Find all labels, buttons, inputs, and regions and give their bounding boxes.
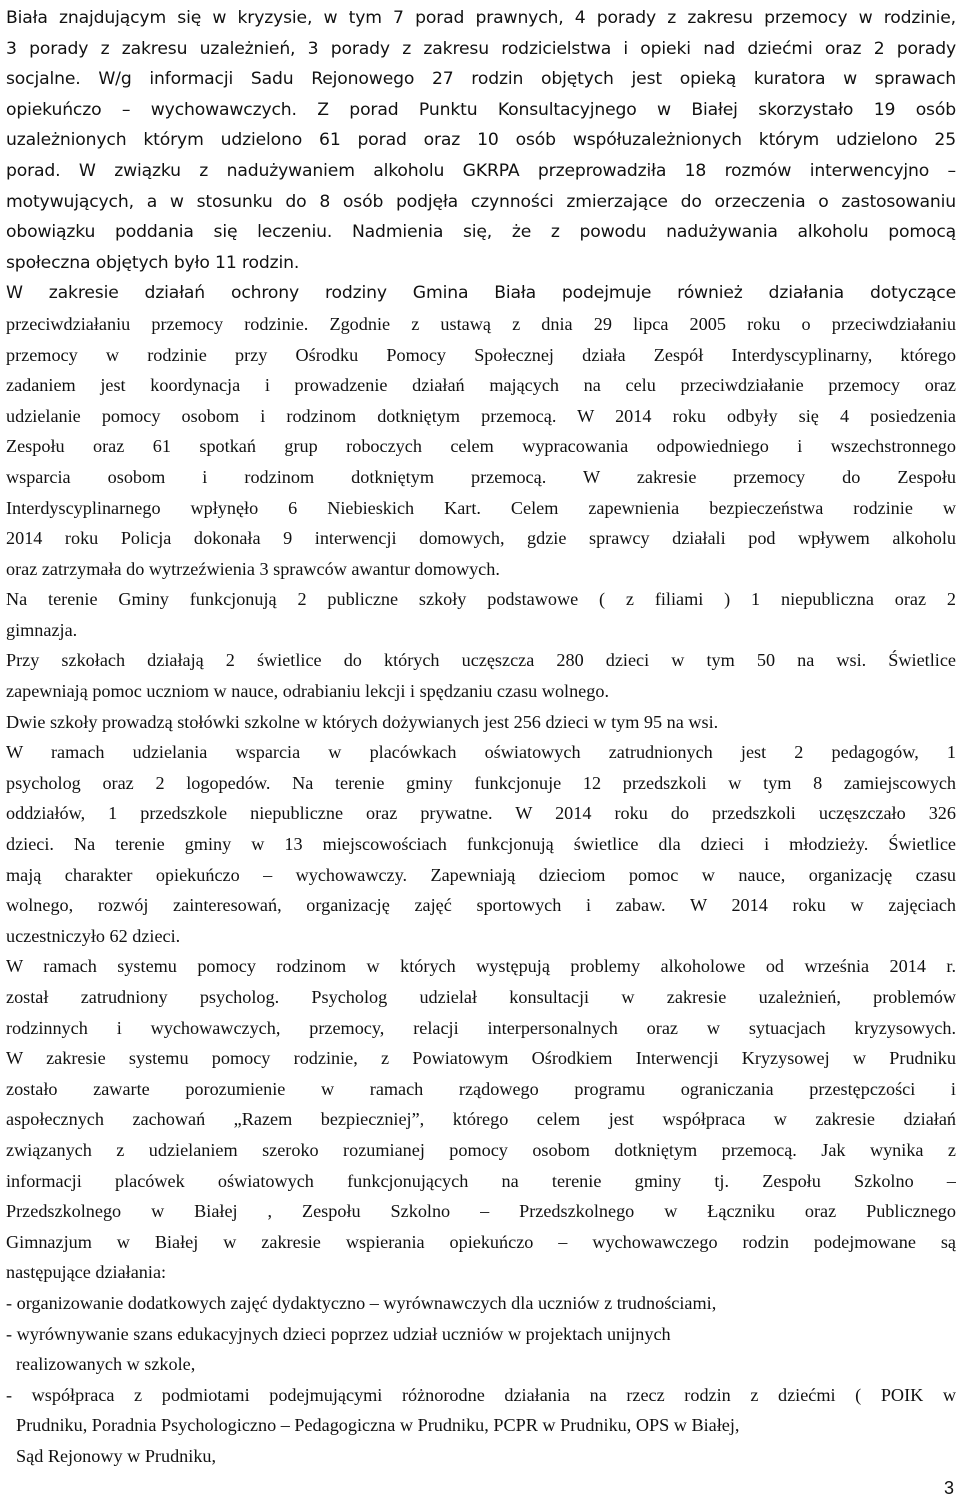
text-line: uczestniczyło 62 dzieci. <box>6 925 181 946</box>
text-line: - organizowanie dodatkowych zajęć dydaktyczno – wyrównawczych dla uczniów z trudnościami, <box>6 1292 717 1313</box>
text-line: W zakresie systemu pomocy rodzinie, z Powiatowym Ośrodkiem Interwencji Kryzysowej w Prudniku <box>6 1048 956 1069</box>
text-line: W ramach systemu pomocy rodzinom w których występują problemy alkoholowe od września 2014 r. <box>6 956 956 977</box>
text-line: Przy szkołach działają 2 świetlice do których uczęszcza 280 dzieci w tym 50 na wsi. Świetlice <box>6 650 956 671</box>
text-line: Prudniku, Poradnia Psychologiczno – Pedagogiczna w Prudniku, PCPR w Prudniku, OPS w Białej, <box>16 1415 740 1436</box>
text-line: W zakresie działań ochrony rodziny Gmina Biała podejmuje również działania dotyczące <box>6 283 956 304</box>
text-line: mają charakter opiekuńczo – wychowawczy. Zapewniają dzieciom pomoc w nauce, organizację czasu <box>6 864 956 885</box>
text-line: uzależnionych którym udzielono 61 porad oraz 10 osób współuzależnionych którym udzielono 25 <box>6 130 956 151</box>
text-line: związanych z udzielaniem szeroko rozumianej pomocy osobom dotkniętym przemocą. Jak wynika z <box>6 1139 956 1160</box>
text-line: socjalne. W/g informacji Sadu Rejonowego 27 rodzin objętych jest opieką kuratora w sprawach <box>6 69 956 90</box>
text-line: wolnego, rozwój zainteresowań, organizację zajęć sportowych i zabaw. W 2014 roku w zajęciach <box>6 895 956 916</box>
text-line: dzieci. Na terenie gminy w 13 miejscowościach funkcjonują świetlice dla dzieci i młodzieży. Świetlice <box>6 834 956 855</box>
text-line: Sąd Rejonowy w Prudniku, <box>16 1445 217 1466</box>
text-line: społeczna objętych było 11 rodzin. <box>6 252 300 273</box>
text-line: oddziałów, 1 przedszkole niepubliczne oraz prywatne. W 2014 roku do przedszkoli uczęszczało 326 <box>6 803 956 824</box>
text-line: następujące działania: <box>6 1262 167 1283</box>
text-line: wsparcia osobom i rodzinom dotkniętym przemocą. W zakresie przemocy do Zespołu <box>6 466 956 487</box>
text-line: Biała znajdującym się w kryzysie, w tym 7 porad prawnych, 4 porady z zakresu przemocy w rodzinie, <box>6 8 956 28</box>
text-line: Zespołu oraz 61 spotkań grup roboczych celem wypracowania odpowiedniego i wszechstronnego <box>6 436 956 457</box>
text-line: zapewniają pomoc uczniom w nauce, odrabianiu lekcji i spędzaniu czasu wolnego. <box>6 681 609 702</box>
document-body <box>6 3 956 1472</box>
text-line: aspołecznych zachowań „Razem bezpieczniej”, którego celem jest współpraca w zakresie działań <box>6 1109 956 1130</box>
text-line: realizowanych w szkole, <box>16 1354 196 1375</box>
text-line: Przedszkolnego w Białej , Zespołu Szkolno – Przedszkolnego w Łączniku oraz Publicznego <box>6 1201 956 1222</box>
text-line: 3 porady z zakresu uzależnień, 3 porady z zakresu rodzicielstwa i opieki nad dziećmi oraz 2 porady <box>6 38 956 59</box>
text-line: porad. W związku z nadużywaniem alkoholu GKRPA przeprowadziła 18 rozmów interwencyjno – <box>6 160 956 181</box>
text-line: psycholog oraz 2 logopedów. Na terenie gminy funkcjonuje 12 przedszkoli w tym 8 zamiejscowych <box>6 772 956 793</box>
text-line: motywujących, a w stosunku do 8 osób podjęła czynności zmierzające do orzeczenia o zastosowaniu <box>6 191 956 212</box>
text-line: został zatrudniony psycholog. Psycholog udzielał konsultacji w zakresie uzależnień, problemów <box>6 987 956 1007</box>
text-line: zadaniem jest koordynacja i prowadzenie działań mających na celu przeciwdziałanie przemocy oraz <box>6 375 956 396</box>
text-line: Interdyscyplinarnego wpłynęło 6 Niebieskich Kart. Celem zapewnienia bezpieczeństwa rodzinie w <box>6 497 956 518</box>
page-number: 3 <box>943 1478 954 1498</box>
text-line: W ramach udzielania wsparcia w placówkach oświatowych zatrudnionych jest 2 pedagogów, 1 <box>6 742 956 763</box>
text-line: opiekuńczo – wychowawczych. Z porad Punktu Konsultacyjnego w Białej skorzystało 19 osób <box>6 99 956 120</box>
text-line: gimnazja. <box>6 619 78 640</box>
text-line: Na terenie Gminy funkcjonują 2 publiczne szkoły podstawowe ( z filiami ) 1 niepubliczna oraz 2 <box>6 589 956 610</box>
text-line: zostało zawarte porozumienie w ramach rządowego programu ograniczania przestępczości i <box>6 1078 956 1099</box>
text-line: Gimnazjum w Białej w zakresie wspierania opiekuńczo – wychowawczego rodzin podejmowane są <box>6 1231 956 1252</box>
text-line: Dwie szkoły prowadzą stołówki szkolne w których dożywianych jest 256 dzieci w tym 95 na wsi. <box>6 711 719 732</box>
text-line: przemocy w rodzinie przy Ośrodku Pomocy Społecznej działa Zespół Interdyscyplinarny, którego <box>6 344 956 365</box>
text-line: udzielanie pomocy osobom i rodzinom dotkniętym przemocą. W 2014 roku odbyły się 4 posiedzenia <box>6 405 956 426</box>
text-line: rodzinnych i wychowawczych, przemocy, relacji interpersonalnych oraz w sytuacjach kryzysowych. <box>6 1017 956 1038</box>
text-line: przeciwdziałaniu przemocy rodzinie. Zgodnie z ustawą z dnia 29 lipca 2005 roku o przeciwdziałaniu <box>6 313 956 334</box>
text-line: informacji placówek oświatowych funkcjonujących na terenie gminy tj. Zespołu Szkolno – <box>6 1170 956 1191</box>
text-line: - wyrównywanie szans edukacyjnych dzieci poprzez udział uczniów w projektach unijnych <box>6 1323 671 1344</box>
text-line: 2014 roku Policja dokonała 9 interwencji domowych, gdzie sprawcy działali pod wpływem alkoholu <box>6 528 956 549</box>
text-line: obowiązku poddania się leczeniu. Nadmienia się, że z powodu nadużywania alkoholu pomocą <box>6 222 956 243</box>
text-line: - współpraca z podmiotami podejmującymi różnorodne działania na rzecz rodzin z dziećmi ( POIK w <box>6 1384 956 1405</box>
text-line: oraz zatrzymała do wytrzeźwienia 3 sprawców awantur domowych. <box>6 558 500 579</box>
